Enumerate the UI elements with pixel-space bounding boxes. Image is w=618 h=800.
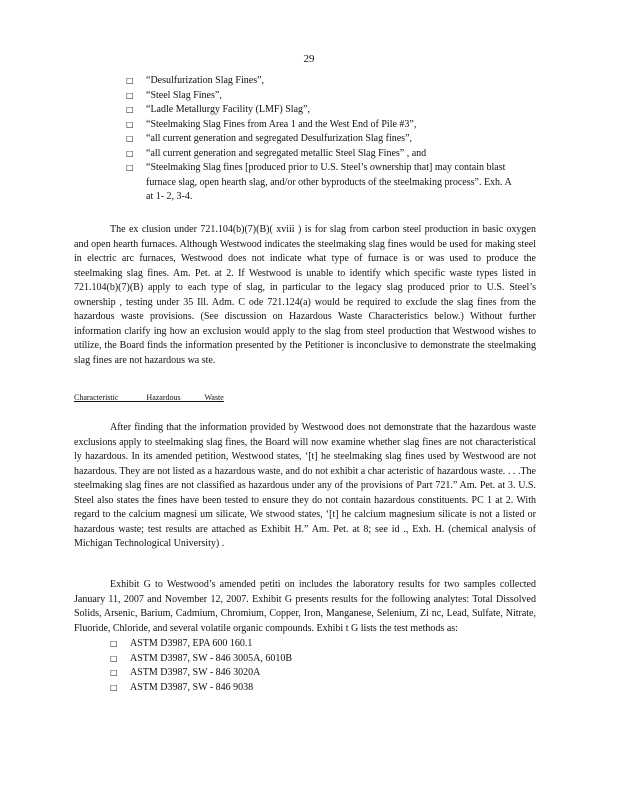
exclusion-paragraph: The ex clusion under 721.104(b)(7)(B)( xviii ) is for slag from carbon steel production in basic oxygen and open hearth furnaces. Although Westwood indicates the steelmaking slag fines would be used for making steel in electric arc furnaces, Westwood does not indicate what type of furnace is or was used to produce the steelmaking slag fines. Am. Pet. at 2. If Westwood is unable to identify which specific waste types listed in 721.104(b)(7)(B) apply to each type of slag, in particular to the legacy slag produced prior to U.S. Steel’s ownership , testing under 35 Ill. Adm. C ode 721.124(a) would be required to exclude the slag fines from the hazardous waste provisions. (See discussion on Hazardous Waste Characteristics below.) Without further information clarify ing how an exclusion would apply to the slag from steel production that Westwood wishes to utilize, the Board finds the information presented by the Petitioner is inconclusive to demonstrate the steelmaking slag fines are not hazardous wa ste. — [74, 224, 536, 366]
page-number: 29 — [303, 53, 315, 65]
test-methods-list — [110, 637, 430, 695]
list-item: □ “Steel Slag Fines”, — [126, 89, 516, 104]
bullet-box-icon: □ — [126, 90, 134, 100]
list-item: □ “Steelmaking Slag Fines from Area 1 and the West End of Pile #3”, — [126, 118, 516, 133]
bullet-box-icon: □ — [126, 148, 134, 158]
bullet-box-icon: □ — [126, 76, 134, 85]
bullet-box-icon: □ — [110, 668, 118, 677]
slag-types-list — [126, 74, 516, 205]
bullet-box-icon: □ — [126, 163, 134, 172]
bullet-box-icon: □ — [126, 105, 134, 114]
bullet-box-icon: □ — [110, 639, 118, 648]
list-item: □ ASTM D3987, EPA 600 160.1 — [110, 637, 430, 652]
bullet-box-icon: □ — [110, 653, 118, 663]
list-item: □ “Desulfurization Slag Fines”, — [126, 74, 516, 89]
bullet-box-icon: □ — [126, 134, 134, 143]
list-item: □ “Steelmaking Slag fines [produced prior to U.S. Steel’s ownership that] may contain blast furnace slag, open hearth slag, and/or other byproducts of the steelmaking process”. Exh. A at 1- 2, 3-4. — [126, 162, 512, 202]
exhibit-g-paragraph: Exhibit G to Westwood’s amended petiti on includes the laboratory results for two samples collected January 11, 2007 and November 12, 2007. Exhibit G presents results for the following analytes: Total Dissolved Solids, Arsenic, Barium, Cadmium, Chromium, Copper, Iron, Manganese, Selenium, Zi nc, Lead, Sulfate, Nitrate, Fluoride, Chloride, and several volatile organic compounds. Exhibi t G lists the test methods as: — [74, 579, 536, 634]
section-heading: Characteristic Hazardous Waste — [74, 393, 224, 402]
list-item: □ ASTM D3987, SW - 846 3005A, 6010B — [110, 652, 430, 667]
bullet-box-icon: □ — [110, 682, 118, 692]
bullet-box-icon: □ — [126, 119, 134, 129]
characteristic-paragraph: After finding that the information provided by Westwood does not demonstrate that the hazardous waste exclusions apply to steelmaking slag fines, the Board will now examine whether slag fines are not characteristical ly hazardous. In its amended petition, Westwood states, ‘[t] he steelmaking slag fines used by Westwood are not hazardous. They are not listed as a hazardous waste, and do not exhibit a char acteristic of hazardous waste. . . .The steelmaking slag fines are not classified as hazardous under any of the provisions of Part 721.” Am. Pet. at 3. U.S. Steel also states the fines have been tested to ensure they do not contain hazardous constituents. PC 1 at 2. With regard to the calcium magnesi um silicate, We stwood states, ‘[t] he calcium magnesium silicate is not a listed or hazardous waste; test results are attached as Exhibit H.” Am. Pet. at 8; see id ., Exh. H. (chemical analysis of Michigan Technological University) . — [74, 422, 536, 549]
list-item: □ ASTM D3987, SW - 846 3020A — [110, 666, 430, 681]
list-item: □ “Ladle Metallurgy Facility (LMF) Slag”, — [126, 103, 516, 118]
list-item: □ “all current generation and segregated metallic Steel Slag Fines” , and — [126, 147, 516, 162]
list-item: □ “all current generation and segregated Desulfurization Slag fines”, — [126, 132, 516, 147]
list-item: □ ASTM D3987, SW - 846 9038 — [110, 681, 430, 696]
